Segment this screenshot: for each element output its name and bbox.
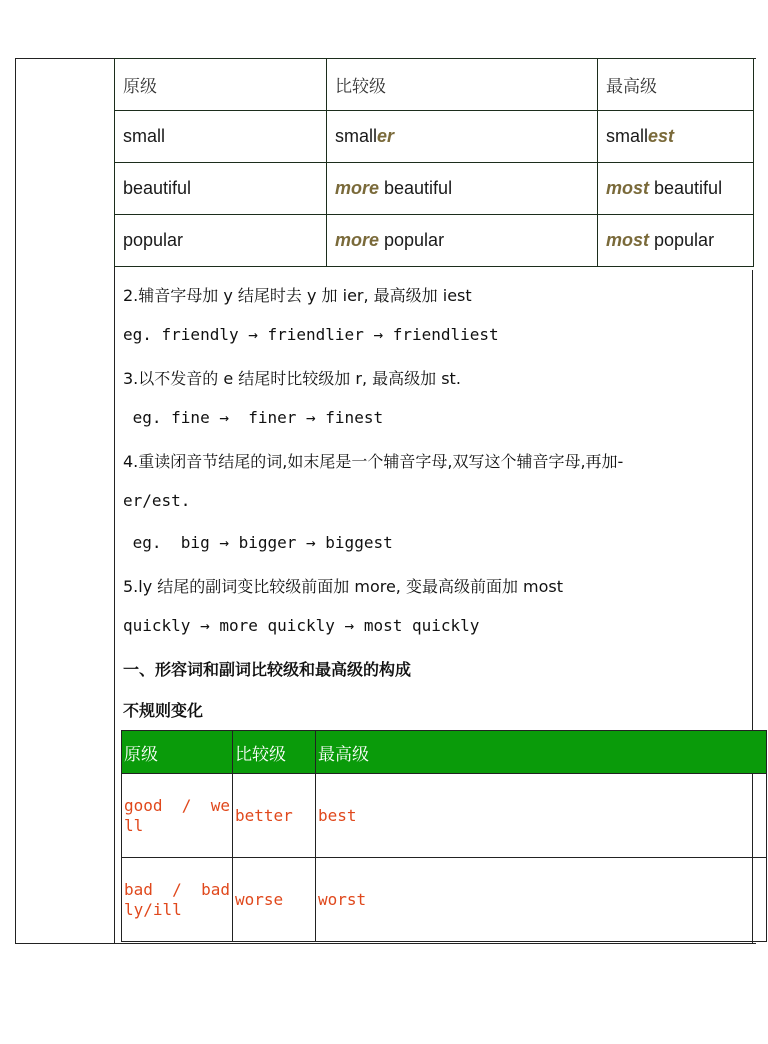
- rule-4-line-1: 4.重读闭音节结尾的词,如末尾是一个辅音字母,双写这个辅音字母,再加-: [123, 452, 624, 471]
- rule-5: 5.ly 结尾的副词变比较级前面加 more, 变最高级前面加 most: [123, 577, 564, 596]
- header-comparative: 比较级: [327, 59, 598, 111]
- word: popular: [649, 230, 715, 250]
- cell-base: [122, 774, 233, 858]
- cell-comparative: [327, 163, 598, 215]
- header-comparative: 比较级: [232, 731, 315, 774]
- base-line-2: ll: [124, 815, 144, 835]
- cell-superlative: [598, 215, 754, 267]
- rule-2: 2.辅音字母加 y 结尾时去 y 加 ier, 最高级加 iest: [123, 286, 472, 305]
- cell-superlative: [598, 111, 754, 163]
- cell-comparative: [327, 111, 598, 163]
- word: beautiful: [379, 178, 453, 198]
- rule-3-example: eg. fine → finer → finest: [123, 408, 384, 427]
- regular-forms-table: [114, 58, 754, 267]
- rule-4-example: eg. big → bigger → biggest: [123, 533, 393, 552]
- header-superlative: 最高级: [598, 59, 754, 111]
- cell-superlative: worst: [315, 858, 766, 942]
- table-header-row: [115, 59, 754, 111]
- word-stem: small: [606, 126, 649, 146]
- base-line-2: ly/ill: [124, 899, 182, 919]
- cell-base: small: [115, 111, 327, 163]
- prefix: more: [335, 230, 380, 250]
- table-row: [122, 774, 767, 858]
- irregular-subheading: 不规则变化: [123, 701, 204, 720]
- cell-superlative: [598, 163, 754, 215]
- irregular-forms-table: [121, 730, 767, 942]
- table-row: [115, 111, 754, 163]
- word: beautiful: [649, 178, 723, 198]
- table-row: [115, 215, 754, 267]
- cell-superlative: best: [315, 774, 766, 858]
- suffix: est: [648, 126, 675, 146]
- table-row: [115, 163, 754, 215]
- header-base: 原级: [115, 59, 327, 111]
- prefix: most: [606, 178, 650, 198]
- prefix: most: [606, 230, 650, 250]
- rule-5-example: quickly → more quickly → most quickly: [123, 616, 480, 635]
- rule-4-line-2: er/est.: [123, 491, 191, 510]
- cell-comparative: worse: [232, 858, 315, 942]
- cell-base: [122, 858, 233, 942]
- suffix: er: [377, 126, 395, 146]
- table-header-row: [122, 731, 767, 774]
- table-row: [122, 858, 767, 942]
- cell-comparative: better: [232, 774, 315, 858]
- cell-base: beautiful: [115, 163, 327, 215]
- rule-3: 3.以不发音的 e 结尾时比较级加 r, 最高级加 st.: [123, 369, 461, 388]
- header-superlative: 最高级: [315, 731, 766, 774]
- word: popular: [379, 230, 445, 250]
- header-base: 原级: [122, 731, 233, 774]
- cell-base: popular: [115, 215, 327, 267]
- base-line-1: good / we: [124, 795, 230, 815]
- cell-comparative: [327, 215, 598, 267]
- word-stem: small: [335, 126, 378, 146]
- base-line-1: bad / bad: [124, 879, 230, 899]
- rule-2-example: eg. friendly → friendlier → friendliest: [123, 325, 499, 344]
- section-heading: 一、形容词和副词比较级和最高级的构成: [123, 660, 412, 679]
- prefix: more: [335, 178, 380, 198]
